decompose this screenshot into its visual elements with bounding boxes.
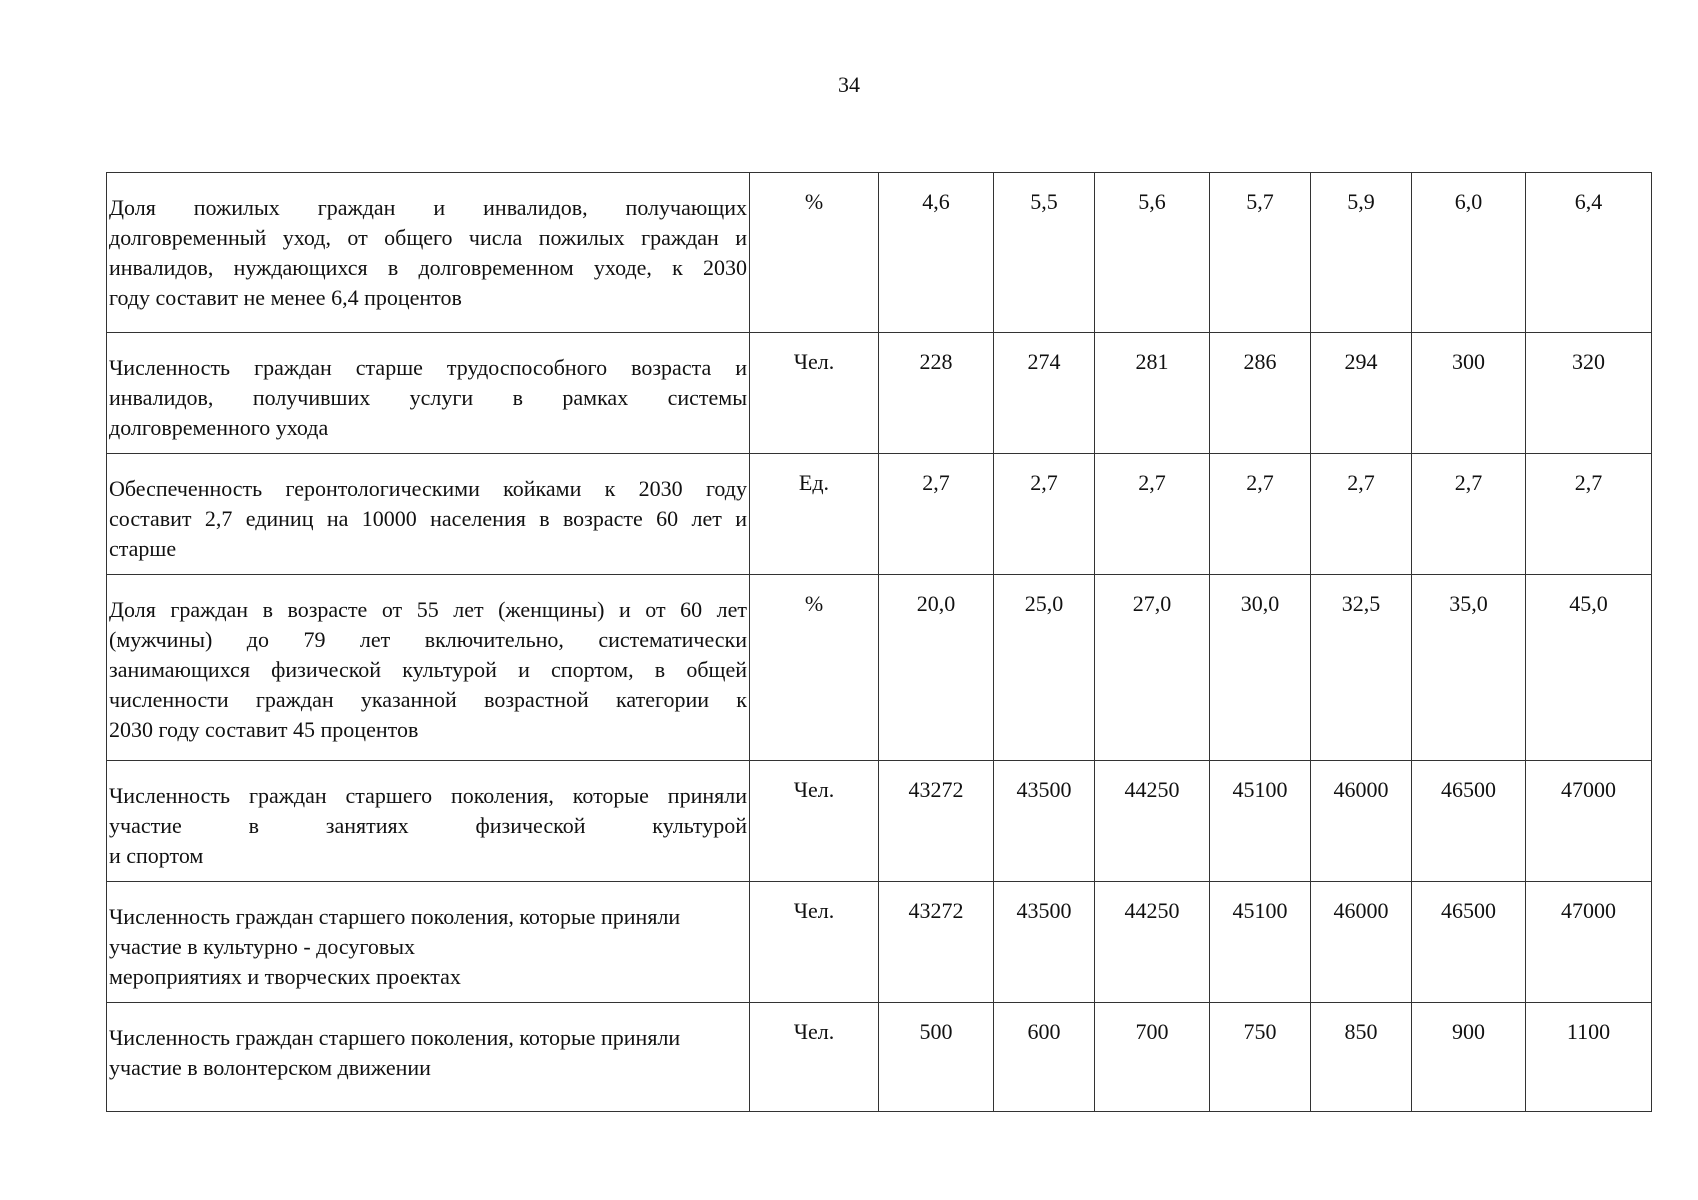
table-row [107, 454, 1652, 575]
value-cell: 274 [994, 333, 1095, 454]
description-line: году составит не менее 6,4 процентов [109, 285, 462, 310]
indicator-description [107, 575, 750, 761]
table-row [107, 1003, 1652, 1112]
value-cell: 228 [879, 333, 994, 454]
value-cell: 2,7 [1311, 454, 1412, 575]
value-cell: 30,0 [1210, 575, 1311, 761]
value-cell: 900 [1412, 1003, 1526, 1112]
value-cell: 45,0 [1526, 575, 1652, 761]
indicator-description [107, 761, 750, 882]
description-line: Численность граждан старшего поколения, которые приняли [109, 904, 681, 929]
indicators-table [106, 172, 1652, 1112]
value-cell: 300 [1412, 333, 1526, 454]
description-line: участие в занятиях физической культурой [109, 813, 747, 838]
value-cell: 43500 [994, 761, 1095, 882]
value-cell: 6,4 [1526, 173, 1652, 333]
value-cell: 850 [1311, 1003, 1412, 1112]
unit-cell: % [750, 575, 879, 761]
value-cell: 500 [879, 1003, 994, 1112]
table-row [107, 761, 1652, 882]
description-line: составит 2,7 единиц на 10000 населения в возрасте 60 лет и [109, 506, 747, 531]
description-line: мероприятиях и творческих проектах [109, 964, 461, 989]
value-cell: 2,7 [994, 454, 1095, 575]
value-cell: 46000 [1311, 882, 1412, 1003]
value-cell: 44250 [1095, 882, 1210, 1003]
value-cell: 286 [1210, 333, 1311, 454]
description-line: 2030 году составит 45 процентов [109, 717, 419, 742]
description-line: Обеспеченность геронтологическими койками к 2030 году [109, 476, 747, 501]
description-line: участие в культурно - досуговых [109, 934, 416, 959]
value-cell: 5,9 [1311, 173, 1412, 333]
value-cell: 5,6 [1095, 173, 1210, 333]
indicator-description [107, 1003, 750, 1112]
value-cell: 2,7 [1526, 454, 1652, 575]
description-line: долговременный уход, от общего числа пожилых граждан и [109, 225, 747, 250]
table-row [107, 333, 1652, 454]
value-cell: 27,0 [1095, 575, 1210, 761]
unit-cell: Чел. [750, 761, 879, 882]
description-line: Численность граждан старшего поколения, которые приняли [109, 783, 747, 808]
description-line: (мужчины) до 79 лет включительно, систематически [109, 627, 747, 652]
value-cell: 46500 [1412, 882, 1526, 1003]
value-cell: 20,0 [879, 575, 994, 761]
description-line: Численность граждан старше трудоспособного возраста и [109, 355, 747, 380]
unit-cell: Чел. [750, 882, 879, 1003]
value-cell: 4,6 [879, 173, 994, 333]
unit-cell: % [750, 173, 879, 333]
value-cell: 32,5 [1311, 575, 1412, 761]
table-row [107, 575, 1652, 761]
table-row [107, 882, 1652, 1003]
value-cell: 2,7 [1412, 454, 1526, 575]
value-cell: 45100 [1210, 882, 1311, 1003]
unit-cell: Чел. [750, 1003, 879, 1112]
value-cell: 294 [1311, 333, 1412, 454]
description-line: инвалидов, нуждающихся в долговременном уходе, к 2030 [109, 255, 747, 280]
description-line: Доля пожилых граждан и инвалидов, получающих [109, 195, 747, 220]
value-cell: 5,5 [994, 173, 1095, 333]
description-line: участие в волонтерском движении [109, 1055, 431, 1080]
value-cell: 44250 [1095, 761, 1210, 882]
value-cell: 2,7 [879, 454, 994, 575]
value-cell: 47000 [1526, 761, 1652, 882]
value-cell: 1100 [1526, 1003, 1652, 1112]
value-cell: 600 [994, 1003, 1095, 1112]
indicator-description [107, 333, 750, 454]
value-cell: 43272 [879, 882, 994, 1003]
description-line: старше [109, 536, 177, 561]
value-cell: 25,0 [994, 575, 1095, 761]
value-cell: 750 [1210, 1003, 1311, 1112]
value-cell: 320 [1526, 333, 1652, 454]
page-number: 34 [838, 72, 860, 97]
description-line: долговременного ухода [109, 415, 329, 440]
value-cell: 2,7 [1095, 454, 1210, 575]
value-cell: 46500 [1412, 761, 1526, 882]
description-line: занимающихся физической культурой и спортом, в общей [109, 657, 747, 682]
value-cell: 46000 [1311, 761, 1412, 882]
unit-cell: Чел. [750, 333, 879, 454]
value-cell: 45100 [1210, 761, 1311, 882]
description-line: Численность граждан старшего поколения, которые приняли [109, 1025, 681, 1050]
description-line: и спортом [109, 843, 204, 868]
value-cell: 35,0 [1412, 575, 1526, 761]
value-cell: 5,7 [1210, 173, 1311, 333]
unit-cell: Ед. [750, 454, 879, 575]
table-row [107, 173, 1652, 333]
value-cell: 43500 [994, 882, 1095, 1003]
indicator-description [107, 173, 750, 333]
value-cell: 47000 [1526, 882, 1652, 1003]
description-line: численности граждан указанной возрастной категории к [109, 687, 747, 712]
value-cell: 281 [1095, 333, 1210, 454]
description-line: Доля граждан в возрасте от 55 лет (женщины) и от 60 лет [109, 597, 747, 622]
description-line: инвалидов, получивших услуги в рамках системы [109, 385, 747, 410]
value-cell: 6,0 [1412, 173, 1526, 333]
indicator-description [107, 882, 750, 1003]
value-cell: 2,7 [1210, 454, 1311, 575]
value-cell: 700 [1095, 1003, 1210, 1112]
indicator-description [107, 454, 750, 575]
value-cell: 43272 [879, 761, 994, 882]
